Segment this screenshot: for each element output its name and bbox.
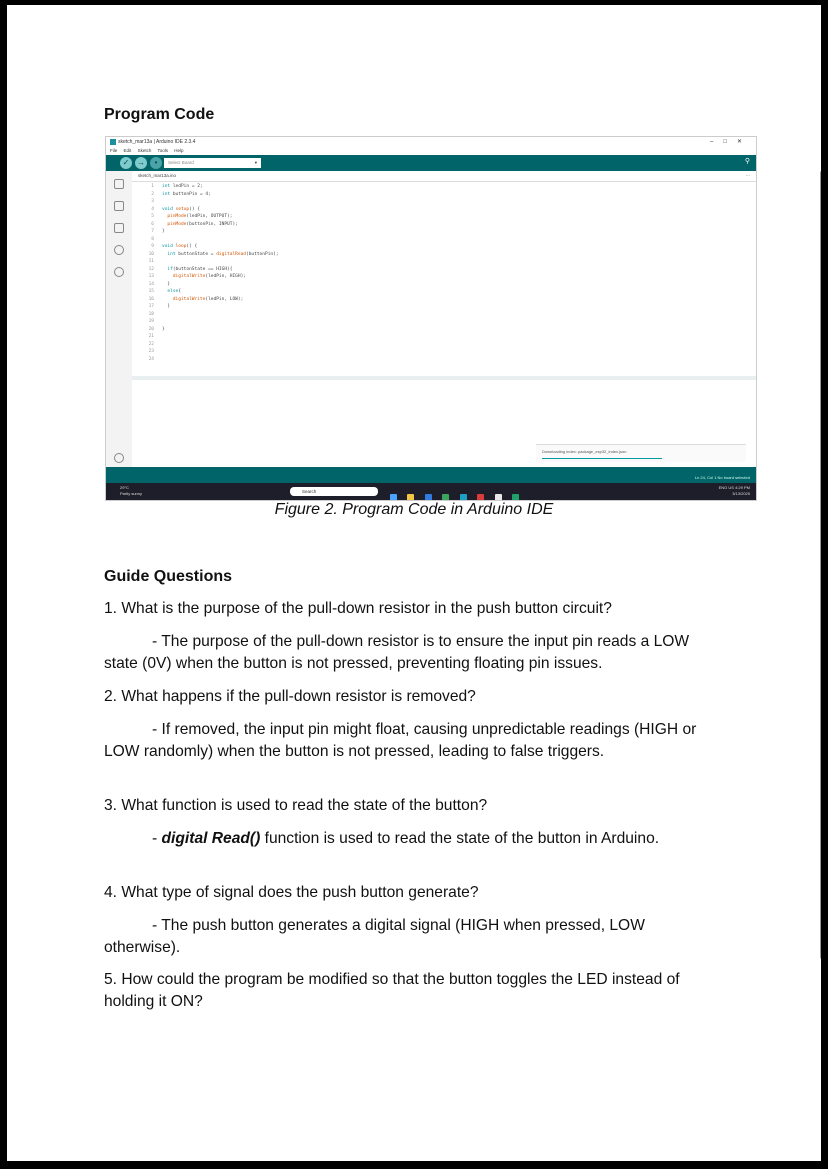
question-5: 5. How could the program be modified so that the button toggles the LED instead of holding it ON? [104,971,680,1010]
code-line: 10 int buttonState = digitalRead(buttonPin); [148,251,279,257]
weather-temp: 29°C [120,485,129,490]
tray-date[interactable]: 3/13/2025 [732,491,750,496]
debug-sidebar-icon[interactable] [114,245,124,255]
code-editor[interactable] [132,183,756,363]
file-explorer-icon[interactable] [407,494,414,501]
windows-taskbar [106,483,756,500]
menu-tools[interactable]: Tools [157,148,169,153]
status-text: Ln 24, Col 1 No board selected [694,475,750,480]
code-line: 14 } [148,281,171,287]
answer-2 [104,719,724,763]
code-line: 12 if(buttonState == HIGH){ [148,266,233,272]
app-icon[interactable] [477,494,484,501]
progress-bar [542,458,662,459]
answer-1-text: - The purpose of the pull-down resistor is to ensure the input pin reads a LOW state (0V) when the button is not pressed, preventing floating pin issues. [104,633,690,672]
menu-sketch[interactable]: Sketch [137,148,152,153]
code-line: 7 } [151,229,165,234]
code-line: 24 [148,356,154,362]
code-line: 19 [148,319,154,324]
code-line: 3 [151,199,154,204]
question-1: 1. What is the purpose of the pull-down resistor in the push button circuit? [104,600,612,617]
ide-status-bar [106,467,756,483]
code-line: 4 void setup() { [151,206,200,212]
search-icon[interactable] [114,267,124,277]
code-line: 21 [148,334,154,339]
account-icon[interactable] [114,453,124,463]
code-line: 23 [148,349,154,354]
ide-sidebar [106,171,132,467]
code-line: 1 int ledPin = 2; [151,184,203,189]
answer-3 [104,828,724,850]
answer-2-text: - If removed, the input pin might float, causing unpredictable readings (HIGH or LOW randomly) when the button is not pressed, leading to false triggers. [104,721,697,760]
store-icon[interactable] [442,494,449,501]
excel-icon[interactable] [512,494,519,501]
menu-edit[interactable]: Edit [123,148,132,153]
tray-lang[interactable]: ENG [718,485,728,490]
ide-screenshot [105,136,757,501]
menu-bar [106,147,756,155]
verify-icon[interactable]: ✓ [120,157,132,169]
code-line: 2 int buttonPin = 4; [151,191,211,197]
menu-help[interactable]: Help [174,148,184,153]
current-line-highlight [132,376,756,380]
code-line: 18 [148,311,154,317]
edge-icon[interactable] [425,494,432,501]
code-line: 9 void loop() { [151,244,198,249]
tray-time[interactable]: 4:29 PM [735,485,750,490]
progress-text: Downloading index: package_esp32_index.json [542,449,627,454]
question-4: 4. What type of signal does the push button generate? [104,884,479,901]
arduino-app-icon [110,139,116,145]
code-line: 17 } [148,304,171,309]
board-manager-icon[interactable] [114,201,124,211]
editor-tab-bar [132,171,756,182]
library-icon[interactable] [114,223,124,233]
scrollbar[interactable] [820,170,821,960]
code-line: 16 digitalWrite(ledPin, LOW); [148,296,244,302]
code-line: 13 digitalWrite(ledPin, HIGH); [148,274,246,279]
guide-title: Guide Questions [104,568,233,585]
window-title: sketch_mar13a | Arduino IDE 2.3.4 [118,139,196,145]
code-line: 15 else{ [148,289,181,294]
weather-desc: Partly sunny [120,491,143,496]
figure-caption: Figure 2. Program Code in Arduino IDE [274,501,554,518]
system-tray [719,485,750,497]
more-icon[interactable]: ··· [745,173,750,178]
code-line: 22 [148,341,154,347]
upload-icon[interactable]: → [137,158,145,167]
answer-1 [104,631,724,675]
section-title: Program Code [104,106,215,123]
answer-4 [104,915,724,959]
debug-icon[interactable]: • [150,157,162,169]
answer-3-rest: function is used to read the state of the button in Arduino. [260,830,660,847]
taskbar-search[interactable] [290,487,378,496]
document-page [7,5,821,1161]
weather-widget[interactable] [120,485,142,497]
answer-3-dash: - [152,830,162,847]
window-title-bar [106,137,756,147]
windows-icon[interactable] [390,494,397,501]
ide-toolbar [106,155,756,171]
code-line: 8 [151,236,154,242]
code-line: 6 pinMode(buttonPin, INPUT); [151,221,238,227]
answer-3-function: digital Read() [161,830,261,847]
tray-region: US [728,485,734,490]
serial-monitor-icon[interactable]: ⚲ [744,158,750,165]
chevron-down-icon: ▾ [254,160,257,165]
tab-sketch[interactable]: sketch_mar13a.ino [138,173,177,178]
chrome-icon[interactable] [495,494,502,501]
menu-file[interactable]: File [110,148,118,153]
question-3: 3. What function is used to read the state of the button? [104,797,488,814]
taskbar-search-label: Search [302,489,317,494]
board-select[interactable] [164,158,261,168]
window-controls[interactable]: –□✕ [710,139,752,145]
folder-icon[interactable] [114,179,124,189]
board-select-placeholder: Select Board [168,160,194,165]
question-2: 2. What happens if the pull-down resistor is removed? [104,688,476,705]
taskbar-apps [390,488,525,501]
code-line: 20 } [148,326,165,332]
arduino-taskbar-icon[interactable] [460,494,467,501]
code-line: 11 [148,259,154,264]
progress-notification [536,444,746,462]
answer-4-text: - The push button generates a digital signal (HIGH when pressed, LOW otherwise). [104,917,645,956]
code-line: 5 pinMode(ledPin, OUTPUT); [151,214,233,219]
